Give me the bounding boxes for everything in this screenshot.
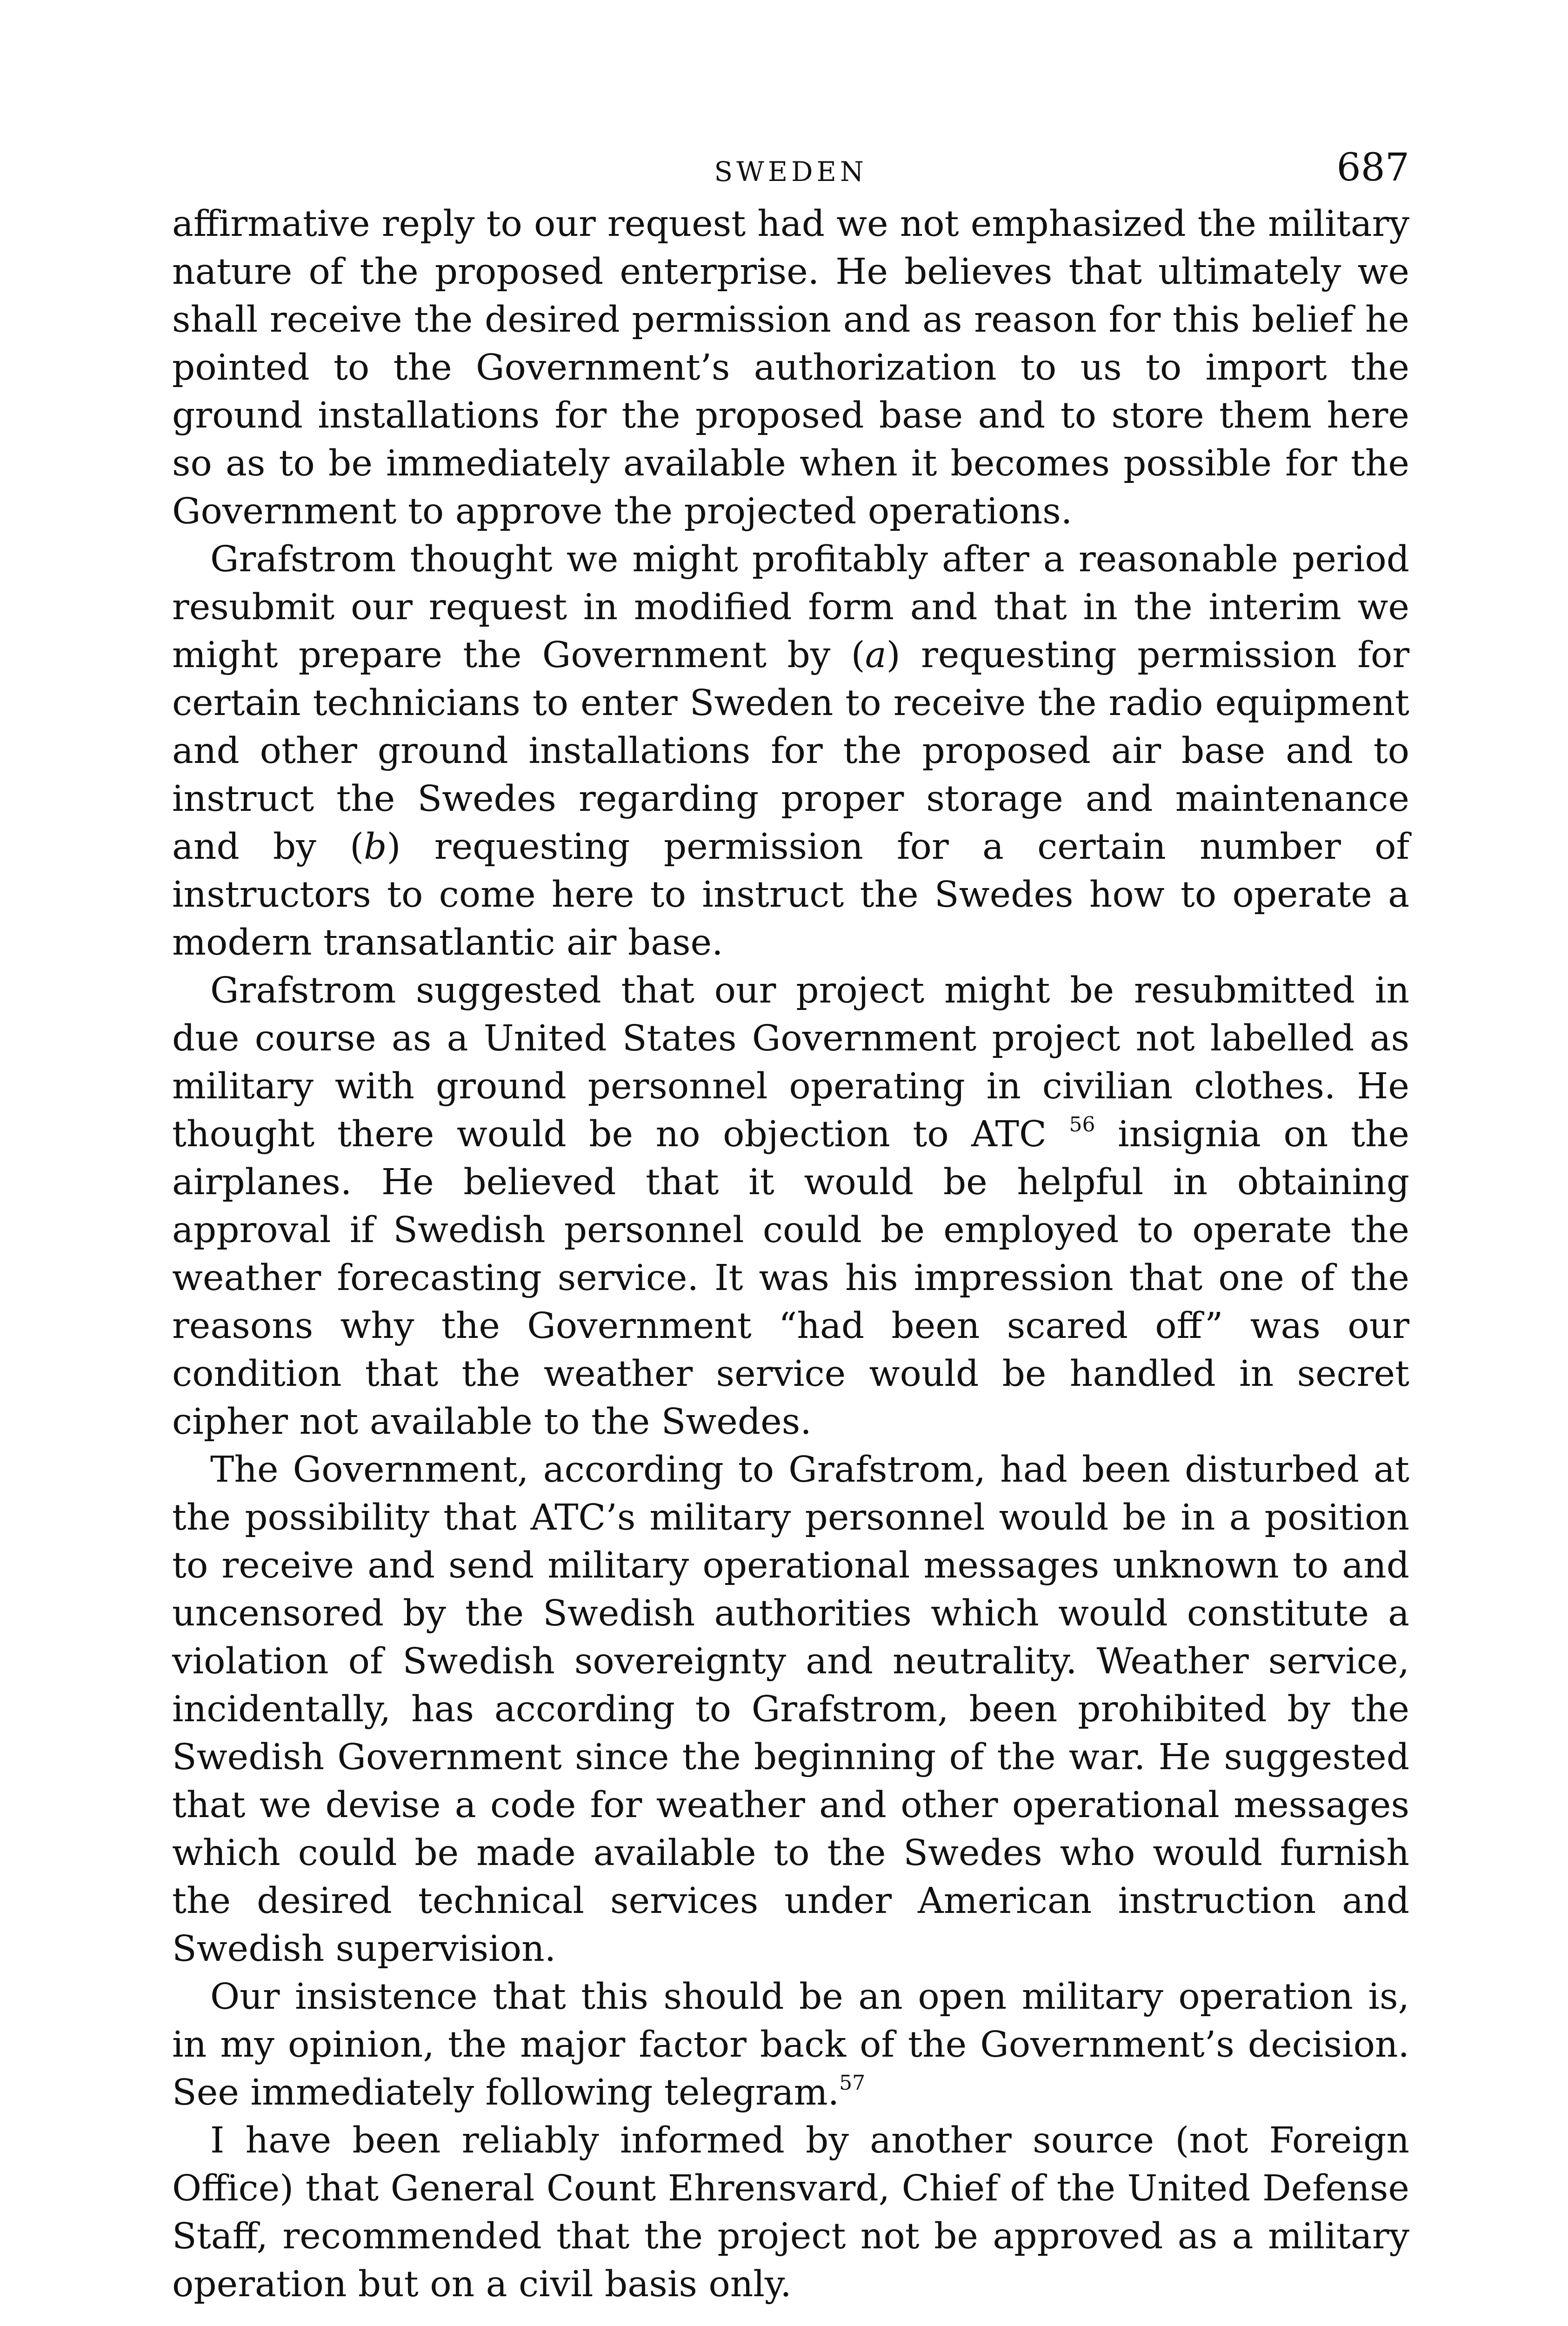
paragraph-insistence bbox=[172, 1973, 1409, 2117]
page-content bbox=[172, 130, 1409, 2326]
paragraph-text: Our insistence that this should be an open military operation is, in my opinion, the major factor back of the Government’s decision. See immediately following telegram. bbox=[172, 1976, 1409, 2113]
footnote-reference-57[interactable]: 57 bbox=[839, 2071, 866, 2095]
paragraph-text: insignia on the airplanes. He believed that it would be helpful in obtaining approval if Swedish personnel could be employed to operate the weather forecasting service. It was his impression that one of the reasons why the Government “had been scared off” was our condition that the weather service would be handled in secret cipher not available to the Swedes. bbox=[172, 1114, 1409, 1443]
paragraph-resubmit-request bbox=[172, 535, 1409, 967]
paragraph-text: ) requesting permission for a certain number of instructors to come here to instruct the Swedes how to operate a modern transatlantic air base. bbox=[172, 826, 1409, 963]
paragraph-text: Grafstrom thought we might profitably after a reasonable period resubmit our request in modified form and that in the interim we might prepare the Government by ( bbox=[172, 539, 1409, 676]
paragraph-text: Grafstrom suggested that our project might be resubmitted in due course as a United States Government project not labelled as military with ground personnel operating in civilian clothes. He thought there would be no objection to ATC bbox=[172, 970, 1409, 1155]
paragraph-project-suggestion bbox=[172, 967, 1409, 1446]
page-number: 687 bbox=[1336, 146, 1409, 190]
enumeration-mark-b: b bbox=[364, 826, 387, 868]
telegram-body bbox=[172, 200, 1409, 2308]
running-title: SWEDEN bbox=[714, 156, 867, 187]
paragraph-government-concern: The Government, according to Grafstrom, had been disturbed at the possibility that ATC’s military personnel would be in a position to receive and send military operational messages unknown to and uncensored by the Swedish authorities which would constitute a violation of Swedish sovereignty and neutrality. Weather service, incidentally, has according to Grafstrom, been prohibited by the Swedish Government since the beginning of the war. He suggested that we devise a code for weather and other operational messages which could be made available to the Swedes who would furnish the desired technical services under American instruction and Swedish supervision. bbox=[172, 1449, 1409, 1970]
running-header bbox=[172, 130, 1409, 200]
paragraph-continuation: affirmative reply to our request had we not emphasized the military nature of the proposed enterprise. He believes that ultimately we shall receive the desired permission and as reason for this belief he pointed to the Government’s authorization to us to import the ground installations for the proposed base and to store them here so as to be immediately available when it becomes possible for the Government to approve the projected operations. bbox=[172, 203, 1409, 532]
paragraph-text: ) requesting permission for certain technicians to enter Sweden to receive the radio equipment and other ground installations for the proposed air base and to instruct the Swedes regarding proper storage and maintenance and by ( bbox=[172, 635, 1409, 868]
enumeration-mark-a: a bbox=[865, 635, 887, 676]
paragraph-other-source: I have been reliably informed by another source (not Foreign Office) that General Count Ehrensvard, Chief of the United Defense Staff, recommended that the project not be approved as a military operation but on a civil basis only. bbox=[172, 2120, 1409, 2305]
footnote-reference-56[interactable]: 56 bbox=[1069, 1113, 1095, 1136]
